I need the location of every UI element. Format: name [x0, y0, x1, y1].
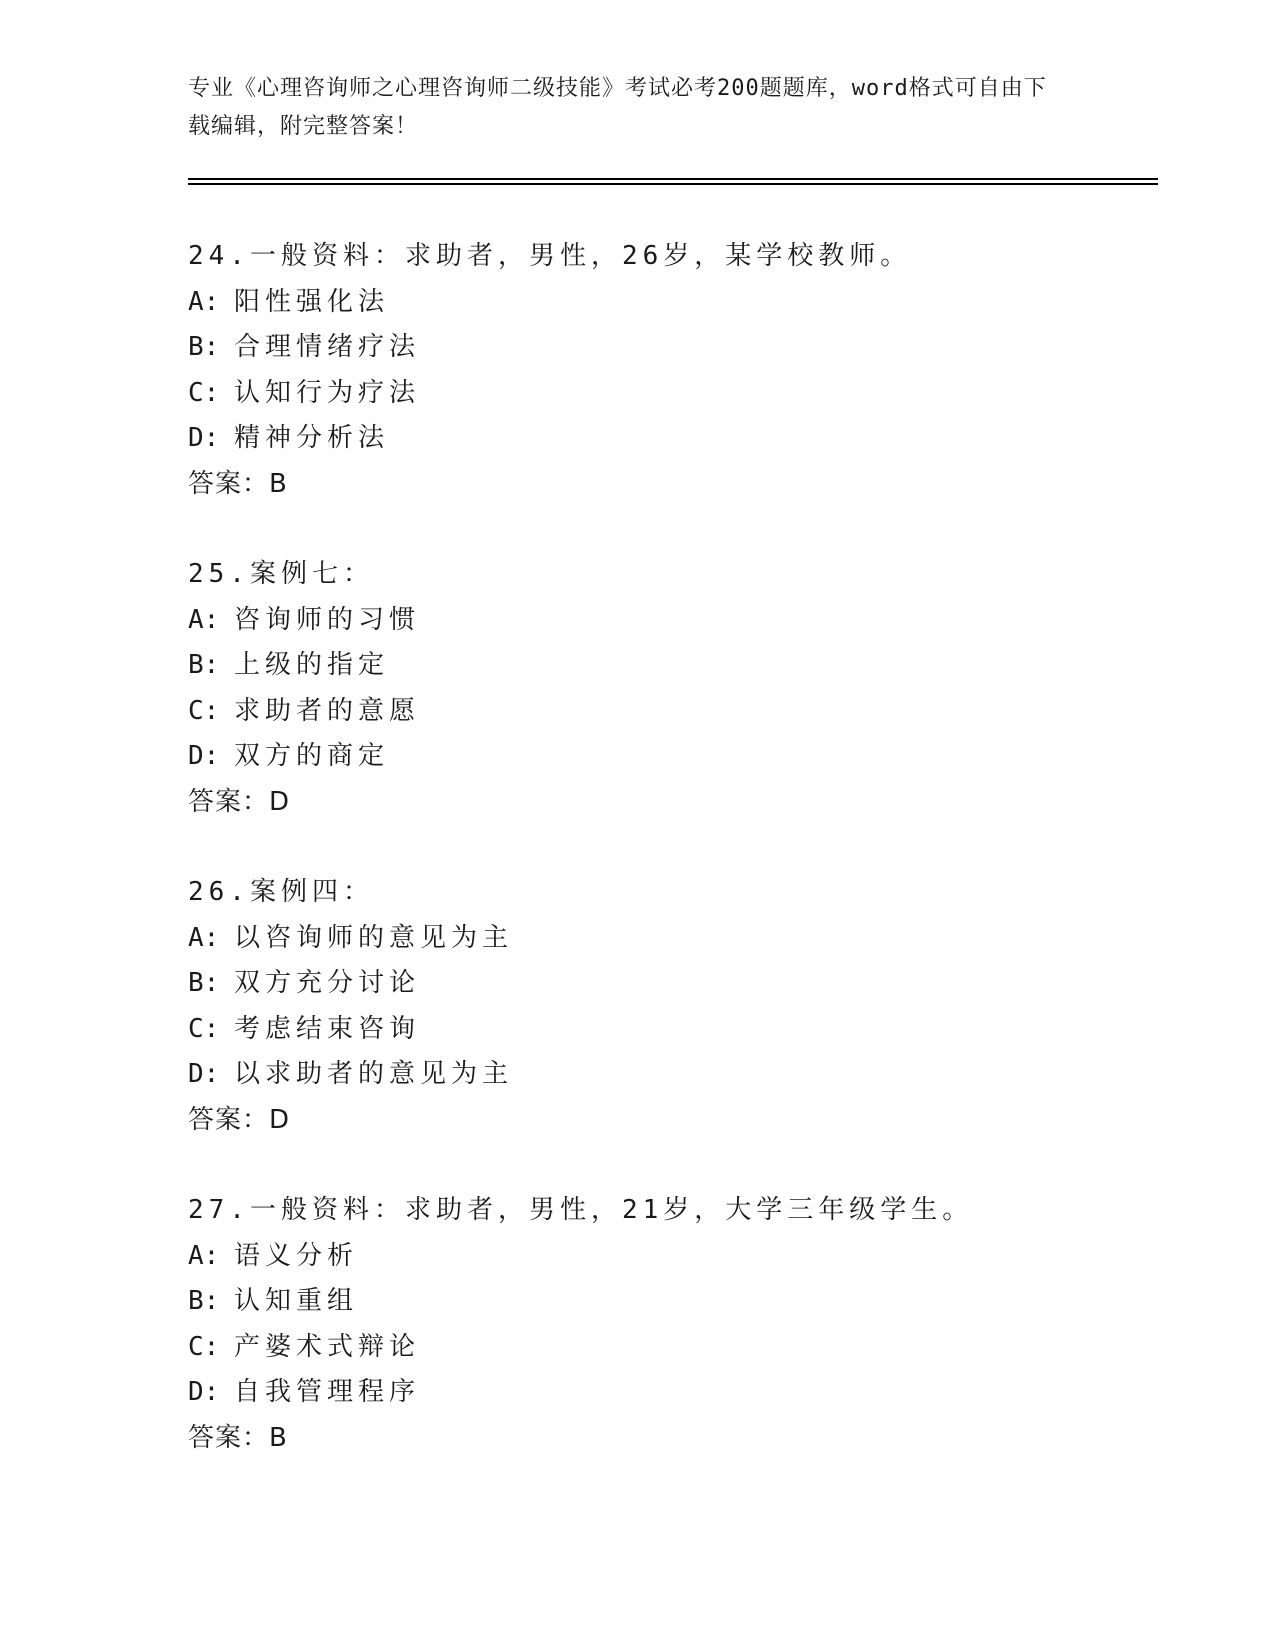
option-d [188, 734, 1148, 780]
option-d [188, 1370, 1148, 1416]
option-b [188, 961, 1148, 1007]
option-d [188, 1052, 1148, 1098]
option-letter: C: [188, 1013, 220, 1044]
option-text: 认知重组 [234, 1286, 359, 1316]
option-letter: B: [188, 968, 220, 998]
option-text: 上级的指定 [234, 650, 390, 680]
option-d [188, 416, 1148, 462]
option-letter: B: [188, 332, 220, 362]
option-a [188, 598, 1148, 644]
option-letter: B: [188, 1286, 220, 1316]
option-text: 求助者的意愿 [234, 695, 421, 726]
header-divider-bottom [188, 183, 1158, 185]
option-text: 考虑结束咨询 [234, 1013, 421, 1044]
option-text: 语义分析 [234, 1240, 359, 1271]
option-text: 合理情绪疗法 [234, 332, 421, 362]
question-24 [188, 234, 1148, 507]
question-26 [188, 870, 1148, 1143]
answer-line: 答案：D [188, 786, 291, 817]
option-letter: D: [188, 423, 220, 453]
option-c [188, 689, 1148, 735]
option-a [188, 1234, 1148, 1280]
option-c [188, 1325, 1148, 1371]
option-c [188, 371, 1148, 417]
option-letter: D: [188, 1377, 220, 1407]
option-letter: A: [188, 604, 220, 635]
question-list [188, 234, 1148, 1506]
header-divider-top [188, 178, 1158, 180]
question-stem: 27.一般资料：求助者，男性，21岁，大学三年级学生。 [188, 1195, 974, 1225]
option-text: 阳性强化法 [234, 286, 390, 317]
question-stem: 24.一般资料：求助者，男性，26岁，某学校教师。 [188, 241, 912, 271]
option-letter: A: [188, 922, 220, 953]
option-c [188, 1007, 1148, 1053]
option-text: 产婆术式辩论 [234, 1331, 421, 1362]
option-letter: A: [188, 1240, 220, 1271]
option-letter: D: [188, 741, 220, 771]
option-letter: C: [188, 377, 220, 408]
answer-line: 答案：D [188, 1104, 291, 1135]
question-stem: 25.案例七： [188, 559, 374, 589]
answer-line: 答案：B [188, 1422, 288, 1453]
option-text: 以咨询师的意见为主 [234, 922, 514, 953]
option-text: 双方的商定 [234, 741, 390, 771]
question-27 [188, 1188, 1148, 1461]
option-a [188, 280, 1148, 326]
option-text: 双方充分讨论 [234, 968, 421, 998]
option-letter: A: [188, 286, 220, 317]
option-text: 咨询师的习惯 [234, 604, 421, 635]
option-letter: C: [188, 1331, 220, 1362]
option-letter: B: [188, 650, 220, 680]
option-text: 精神分析法 [234, 423, 390, 453]
option-b [188, 1279, 1148, 1325]
option-letter: D: [188, 1059, 220, 1089]
option-text: 认知行为疗法 [234, 377, 421, 408]
option-letter: C: [188, 695, 220, 726]
document-header: 专业《心理咨询师之心理咨询师二级技能》考试必考200题题库，word格式可自由下载编辑，附完整答案！ [188, 76, 1047, 139]
option-b [188, 325, 1148, 371]
question-stem: 26.案例四： [188, 877, 374, 907]
question-25 [188, 552, 1148, 825]
option-b [188, 643, 1148, 689]
option-text: 自我管理程序 [234, 1377, 421, 1407]
option-a [188, 916, 1148, 962]
answer-line: 答案：B [188, 468, 288, 499]
option-text: 以求助者的意见为主 [234, 1059, 514, 1089]
